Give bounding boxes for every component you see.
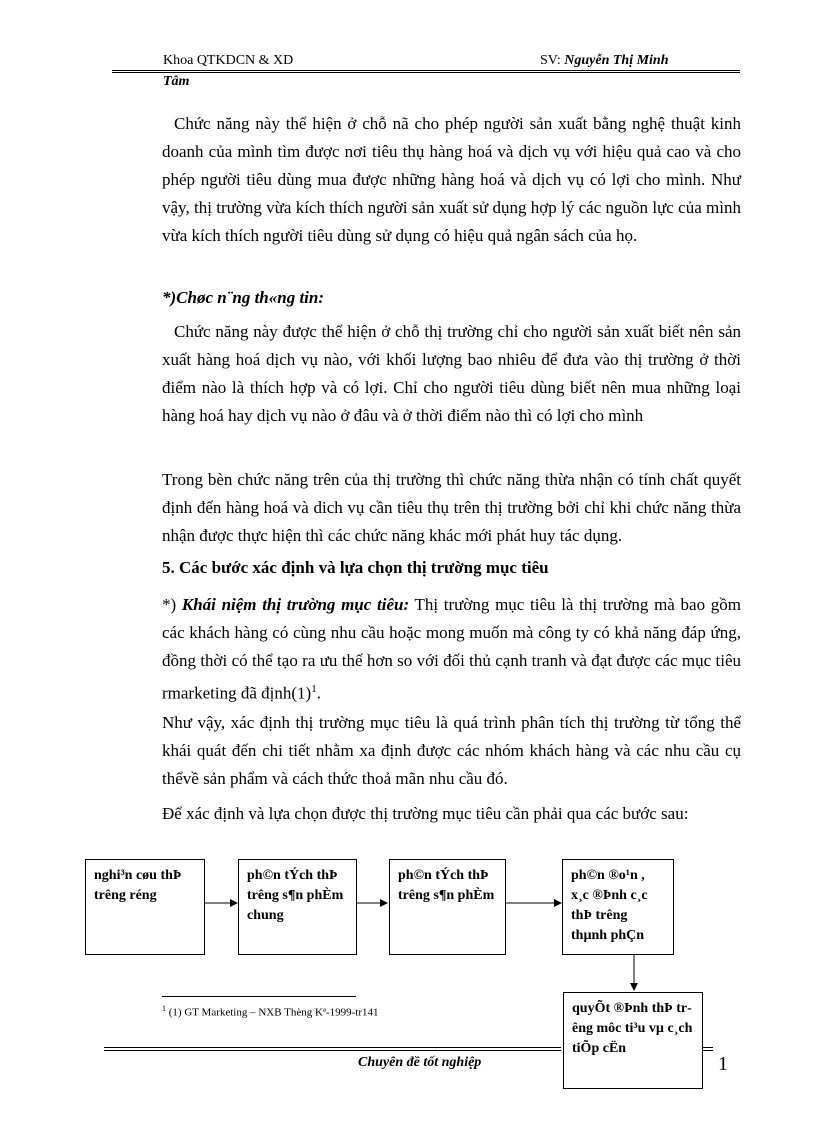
flow-box-decide-target: quyÕt ®Þnh thÞ trêng môc ti³u vµ c¸ch tiÕp cËn	[563, 992, 703, 1089]
header-student-name-cont: Tâm	[163, 74, 190, 89]
footer-rule-right	[703, 1047, 713, 1048]
p4-footnote-ref: 1	[311, 683, 317, 695]
p4-lead: *)	[162, 595, 182, 614]
page-number: 1	[718, 1053, 728, 1075]
footnote-mark: 1	[162, 1004, 166, 1013]
footer-rule-2	[104, 1050, 561, 1051]
footnote-text: (1) GT Marketing – NXB Thèng Kª-1999-tr141	[166, 1006, 379, 1019]
footer-rule	[104, 1047, 561, 1048]
paragraph-2: Chức năng này được thể hiện ở chỗ thị trường chỉ cho người sản xuất biết nên sản xuất hàng hoá dịch vụ nào, với khối lượng bao nhiêu để đưa vào thị trường ở thời điểm nào là thích hợp và có lợi. Chỉ cho người tiêu dùng biết nên mua những loại hàng hoá hay dịch vụ nào ở đâu và ở thời điểm nào thì có lợi cho mình	[162, 322, 741, 425]
header-student-name: Nguyễn Thị Minh	[564, 53, 669, 68]
section-heading-5: 5. Các bước xác định và lựa chọn thị trường mục tiêu	[162, 558, 549, 577]
paragraph-1: Chức năng này thể hiện ở chỗ nã cho phép người sản xuất bằng nghệ thuật kinh doanh của mình tìm được nơi tiêu thụ hàng hoá và dịch vụ với hiệu quả cao và cho phép người tiêu dùng mua được những hàng hoá và dịch vụ có lợi cho mình. Như vậy, thị trường vừa kích thích người sản xuất sử dụng hợp lý các nguồn lực của mình vừa kích thích người tiêu dùng sử dụng có hiệu quả ngân sách của họ.	[162, 114, 741, 245]
heading-info-function: *)Chøc n¨ng th«ng tin:	[162, 288, 325, 307]
flow-box-analyze-general-market: ph©n tÝch thÞ trêng s¶n phÈm chung	[238, 859, 357, 955]
header-student-prefix: SV:	[540, 53, 565, 68]
p4-body: Thị trường mục tiêu là thị trường mà bao gồm các khách hàng có cùng nhu cầu hoặc mong muốn mà công ty có khả năng đáp ứng, đồng thời có thể tạo ra ưu thế hơn so với đối thủ cạnh tranh và đạt được các mục tiêu rmarketing đã định(1)	[162, 595, 741, 703]
footer-rule-right-2	[703, 1050, 713, 1051]
paragraph-6: Để xác định và lựa chọn được thị trường mục tiêu cần phải qua các bước sau:	[162, 804, 689, 823]
footer-title: Chuyên đề tốt nghiệp	[358, 1055, 482, 1070]
p4-end: .	[316, 683, 321, 703]
flow-box-research-market: nghi³n cøu thÞ trêng réng	[85, 859, 205, 955]
footnote-separator	[162, 996, 356, 997]
p4-term: Khái niệm thị trường mục tiêu:	[181, 595, 410, 614]
header-department: Khoa QTKDCN & XD	[163, 53, 294, 68]
paragraph-3: Trong bèn chức năng trên của thị trường thì chức năng thừa nhận có tính chất quyết định đến hàng hoá và dich vụ cần tiêu thụ trên thị trường bởi chỉ khi chức năng thừa nhận được thực hiện thì các chức năng khác mới phát huy tác dụng.	[162, 470, 741, 545]
flow-box-segmentation: ph©n ®o¹n , x¸c ®Þnh c¸c thÞ trêng thµnh phÇn	[562, 859, 674, 955]
flow-box-analyze-product-market: ph©n tÝch thÞ trêng s¶n phÈm	[389, 859, 506, 955]
footnote	[162, 1004, 379, 1019]
paragraph-5: Như vậy, xác định thị trường mục tiêu là quá trình phân tích thị trường từ tổng thể khái quát đến chi tiết nhằm xa định được các nhóm khách hàng và các nhu cầu cụ thểvề sản phẩm và cách thức thoả mãn nhu cầu đó.	[162, 713, 741, 788]
